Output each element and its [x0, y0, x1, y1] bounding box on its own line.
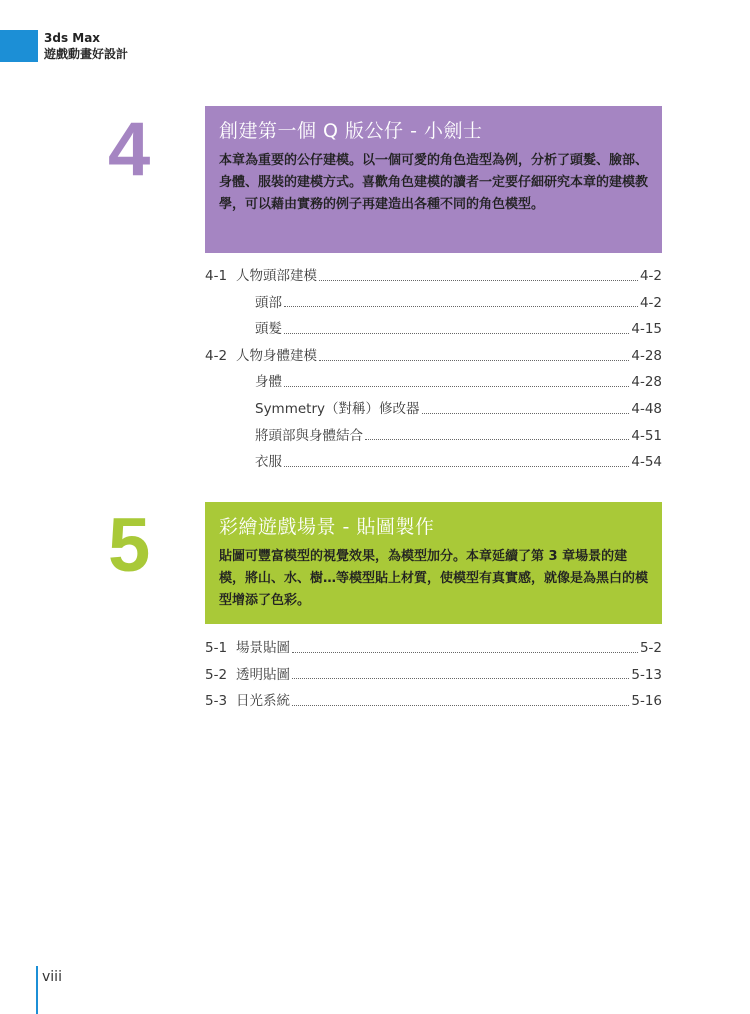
toc-leader-dots — [284, 466, 629, 467]
toc-entry[interactable] — [205, 317, 662, 344]
toc-leader-dots — [292, 652, 638, 653]
toc-page-number: 4-2 — [639, 268, 662, 284]
toc-label: 衣服 — [255, 454, 282, 471]
toc-leader-dots — [292, 678, 629, 679]
header-accent-block — [0, 30, 38, 62]
toc-page-number: 4-15 — [631, 321, 662, 338]
toc-label: 人物頭部建模 — [236, 268, 317, 284]
toc-label: 人物身體建模 — [236, 347, 317, 364]
chapter-5-summary-box — [205, 502, 662, 624]
toc-entry[interactable] — [205, 291, 662, 318]
chapter-4-number: 4 — [108, 107, 151, 192]
chapter-4-summary-box — [205, 106, 662, 253]
toc-page-number: 4-48 — [631, 400, 662, 417]
toc-label: 透明貼圖 — [236, 666, 290, 683]
toc-entry[interactable] — [205, 450, 662, 477]
toc-section-number: 5-1 — [205, 640, 228, 656]
chapter-4-description: 本章為重要的公仔建模。以一個可愛的角色造型為例，分析了頭髮、臉部、身體、服裝的建模方式。喜歡角色建模的讀者一定要仔細研究本章的建模教學，可以藉由實務的例子再建造出各種不同的角色模型。 — [219, 153, 649, 212]
toc-label: Symmetry（對稱）修改器 — [255, 400, 420, 417]
toc-leader-dots — [284, 306, 638, 307]
toc-page-number: 5-16 — [631, 693, 662, 710]
toc-entry[interactable] — [205, 636, 662, 663]
toc-section-number: 5-2 — [205, 666, 228, 683]
toc-section-number: 5-3 — [205, 693, 228, 710]
toc-leader-dots — [319, 280, 638, 281]
toc-section-number: 4-1 — [205, 268, 228, 284]
book-title — [44, 30, 128, 62]
toc-page-number: 4-28 — [631, 374, 662, 391]
chapter-4-toc — [205, 264, 662, 477]
toc-label: 頭部 — [255, 294, 282, 311]
toc-page-number: 4-2 — [639, 294, 662, 311]
toc-label: 頭髮 — [255, 321, 282, 338]
toc-label: 將頭部與身體結合 — [255, 427, 363, 444]
toc-entry[interactable] — [205, 344, 662, 371]
chapter-5-number: 5 — [108, 503, 151, 588]
toc-page-number: 4-51 — [631, 427, 662, 444]
book-title-line2: 遊戲動畫好設計 — [44, 47, 129, 61]
chapter-4-title: 創建第一個 Q 版公仔 - 小劍士 — [219, 120, 483, 142]
toc-leader-dots — [365, 439, 629, 440]
toc-label: 場景貼圖 — [236, 640, 290, 656]
toc-leader-dots — [284, 386, 629, 387]
toc-entry[interactable] — [205, 397, 662, 424]
toc-page-number: 5-13 — [631, 666, 662, 683]
toc-section-number: 4-2 — [205, 347, 228, 364]
toc-entry[interactable] — [205, 424, 662, 451]
toc-page-number: 4-28 — [631, 347, 662, 364]
toc-leader-dots — [319, 360, 629, 361]
toc-label: 日光系統 — [236, 693, 290, 710]
chapter-5-description: 貼圖可豐富模型的視覺效果，為模型加分。本章延續了第 3 章場景的建模，將山、水、樹…等模型貼上材質，使模型有真實感，就像是為黑白的模型增添了色彩。 — [219, 549, 649, 608]
page-number: viii — [42, 969, 62, 985]
book-title-line1: 3ds Max — [44, 31, 101, 45]
chapter-5-title: 彩繪遊戲場景 - 貼圖製作 — [219, 516, 435, 538]
toc-page-number: 4-54 — [631, 454, 662, 471]
toc-leader-dots — [422, 413, 630, 414]
toc-page-number: 5-2 — [639, 640, 662, 656]
toc-entry[interactable] — [205, 264, 662, 291]
toc-entry[interactable] — [205, 663, 662, 690]
toc-entry[interactable] — [205, 370, 662, 397]
toc-leader-dots — [284, 333, 629, 334]
toc-entry[interactable] — [205, 689, 662, 716]
chapter-5-toc — [205, 636, 662, 716]
page-number-bar — [36, 966, 38, 1014]
toc-label: 身體 — [255, 374, 282, 391]
toc-leader-dots — [292, 705, 629, 706]
